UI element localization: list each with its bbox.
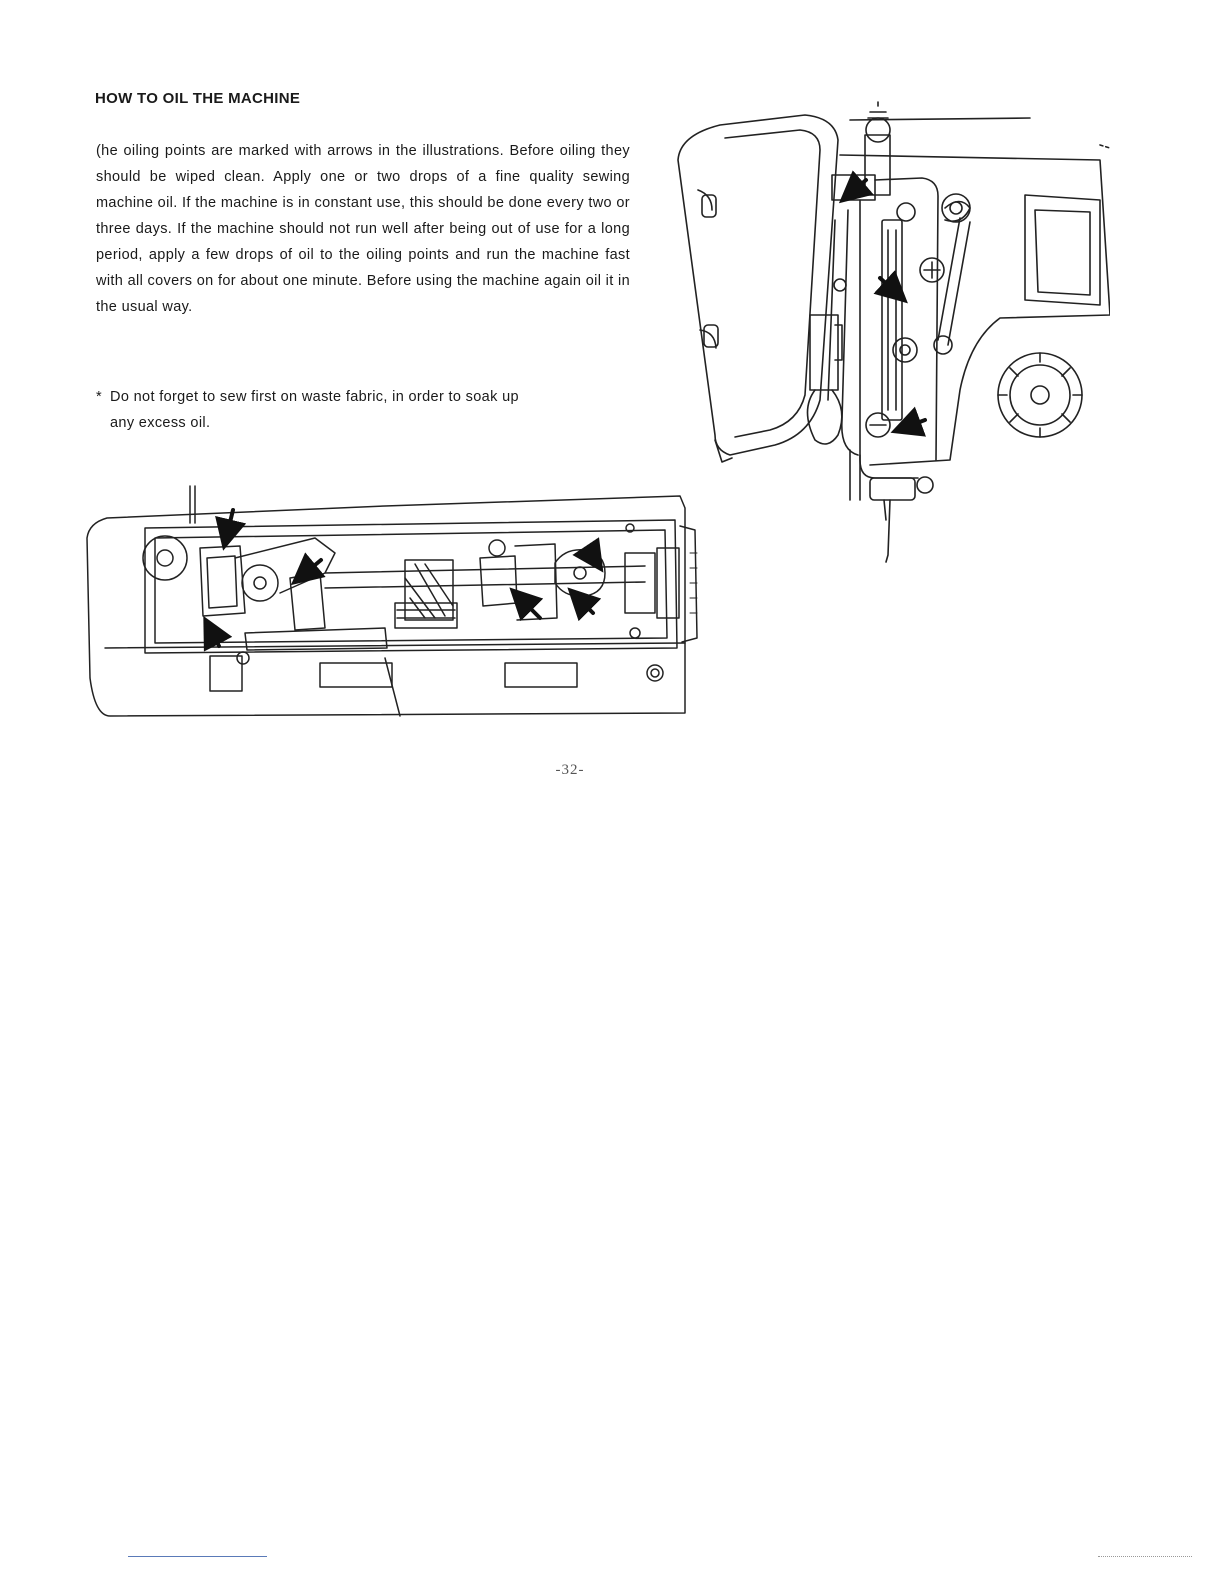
page-number: -32- xyxy=(555,762,585,778)
note-line-1 xyxy=(96,384,630,410)
note-line-2: any excess oil. xyxy=(110,415,211,431)
section-heading: HOW TO OIL THE MACHINE xyxy=(95,90,301,107)
bed-underside-oiling-illustration xyxy=(85,478,705,720)
footer-rule xyxy=(128,1556,267,1557)
waste-fabric-note xyxy=(96,384,630,436)
note-text-1: Do not forget to sew first on waste fabric, in order to soak up xyxy=(110,389,519,405)
oiling-instructions-paragraph: (he oiling points are marked with arrows in the illustrations. Before oiling they should be wiped clean. Apply one or two drops of a fine quality sewing machine oil. If the machine is in constant use, this should be done every two or three days. If the machine should not run well after being out of use for a long period, apply a few drops of oil to the oiling points and run the machine fast with all covers on for about one minute. Before using the machine again oil it in the usual way. xyxy=(96,143,630,315)
face-plate-oiling-illustration xyxy=(660,100,1110,565)
note-asterisk: * xyxy=(96,389,102,405)
footer-dotted-rule xyxy=(1098,1556,1192,1558)
